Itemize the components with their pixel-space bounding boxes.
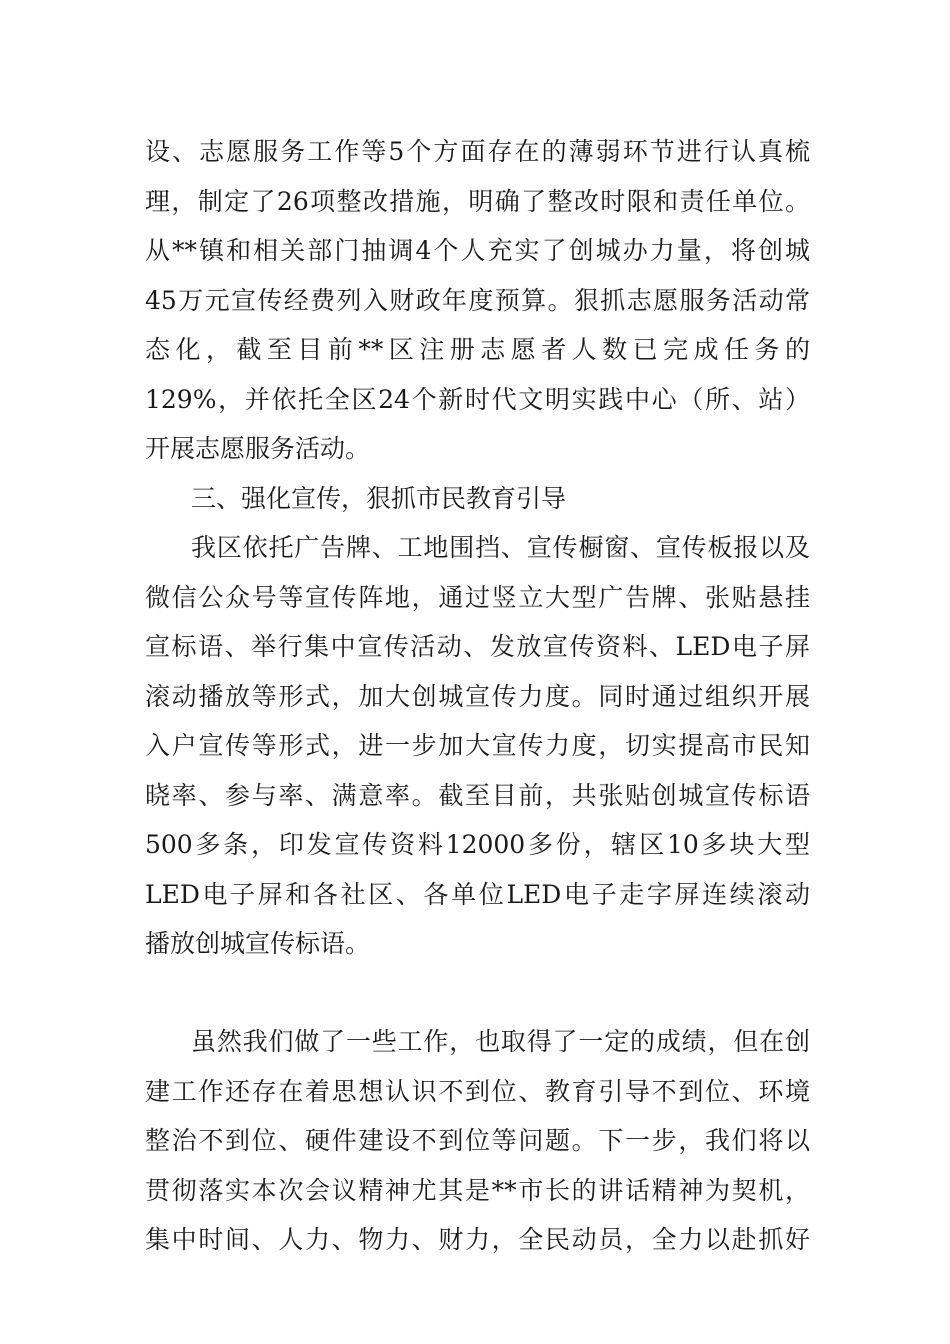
section-heading-text: 三、强化宣传，狠抓市民教育引导 [191,484,567,513]
paragraph-line: 态化，截至目前**区注册志愿者人数已完成任务的 [145,335,810,364]
paragraph-publicity [145,523,810,969]
paragraph-line: 从**镇和相关部门抽调4个人充实了创城办力量，将创城 [145,236,810,265]
paragraph-line: 建工作还存在着思想认识不到位、教育引导不到位、环境 [145,1076,810,1106]
paragraph-line: 设、志愿服务工作等5个方面存在的薄弱环节进行认真梳 [145,137,810,166]
paragraph-line: 虽然我们做了一些工作，也取得了一定的成绩，但在创 [191,1027,810,1056]
paragraph-line: 播放创城宣传标语。 [145,929,371,958]
paragraph-line: 开展志愿服务活动。 [145,434,371,463]
paragraph-line: LED电子屏和各社区、各单位LED电子走字屏连续滚动 [145,879,810,909]
paragraph-line: 入户宣传等形式，进一步加大宣传力度，切实提高市民知 [145,731,810,760]
paragraph-line: 45万元宣传经费列入财政年度预算。狠抓志愿服务活动常 [145,285,810,315]
paragraph-line: 微信公众号等宣传阵地，通过竖立大型广告牌、张贴悬挂 [145,582,810,612]
paragraph-line: 500多条，印发宣传资料12000多份，辖区10多块大型 [145,830,810,859]
paragraph-line: 我区依托广告牌、工地围挡、宣传橱窗、宣传板报以及 [191,533,810,562]
paragraph-line: 129%，并依托全区24个新时代文明实践中心（所、站） [145,384,810,414]
paragraph-volunteer-service [145,127,810,474]
paragraph-line: 集中时间、人力、物力、财力，全民动员，全力以赴抓好 [145,1225,810,1254]
paragraph-line: 整治不到位、硬件建设不到位等问题。下一步，我们将以 [145,1126,810,1155]
paragraph-line: 滚动播放等形式，加大创城宣传力度。同时通过组织开展 [145,681,810,711]
paragraph-line: 理，制定了26项整改措施，明确了整改时限和责任单位。 [145,186,810,216]
paragraph-line: 晓率、参与率、满意率。截至目前，共张贴创城宣传标语 [145,780,810,810]
paragraph-line: 贯彻落实本次会议精神尤其是**市长的讲话精神为契机， [145,1175,810,1205]
paragraph-line: 宣标语、举行集中宣传活动、发放宣传资料、LED电子屏 [145,632,810,661]
paragraph-next-steps [145,1017,810,1265]
section-heading [145,474,810,524]
